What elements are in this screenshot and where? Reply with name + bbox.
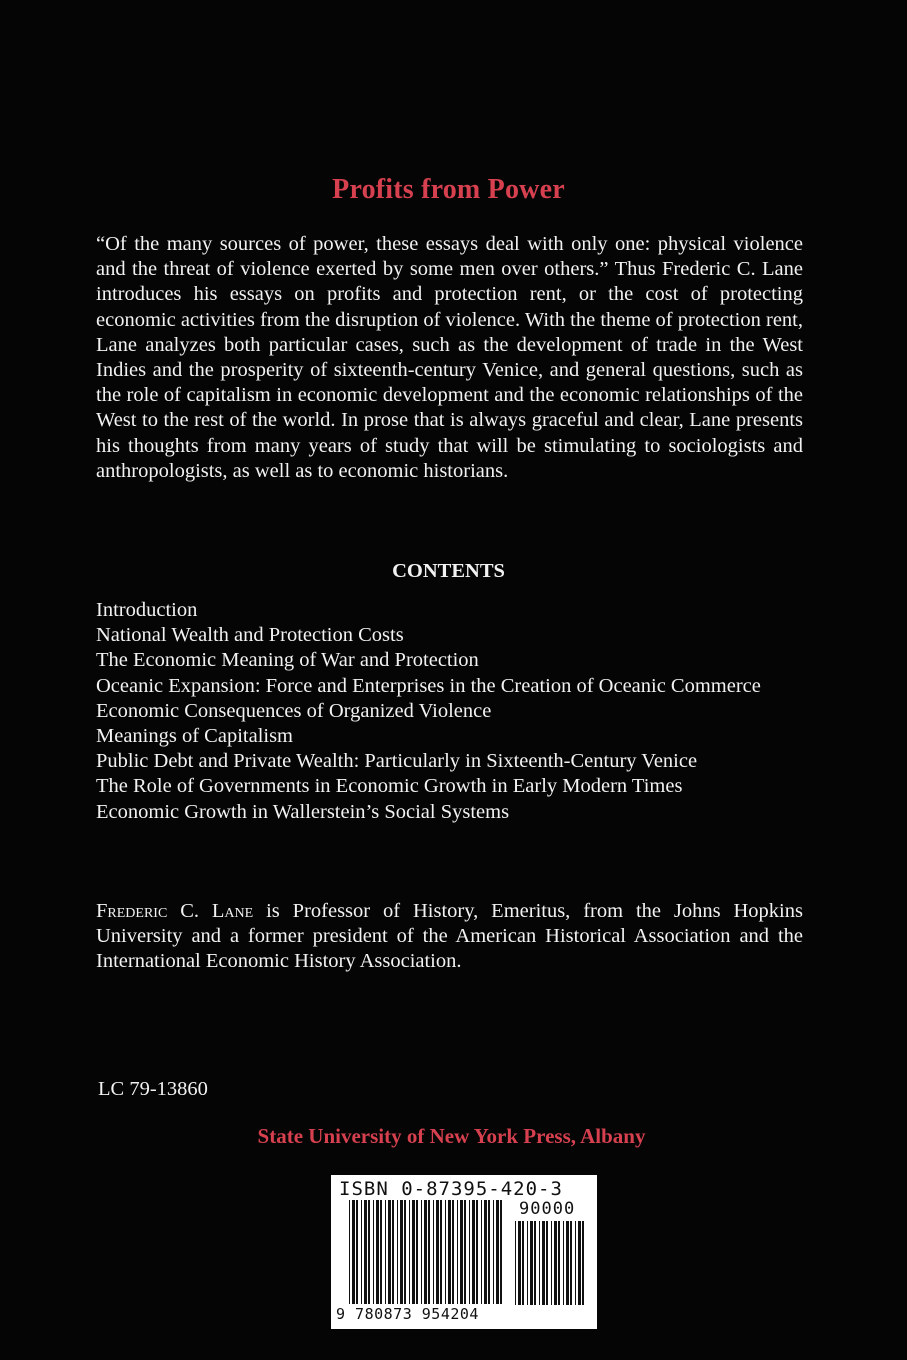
barcode-bar [448,1200,451,1304]
barcode-bar [476,1200,478,1304]
barcode-bar [412,1200,415,1304]
barcode-bar [416,1200,418,1304]
price-code: 90000 [519,1199,576,1219]
barcode-bar [518,1221,521,1305]
barcode-bar [566,1221,569,1305]
toc-item: Oceanic Expansion: Force and Enterprises in the Creation of Oceanic Commerce [96,674,761,697]
barcode-bar [380,1200,382,1304]
lc-number: LC 79-13860 [98,1078,208,1100]
barcode-bar [404,1200,406,1304]
toc-item: The Economic Meaning of War and Protection [96,649,479,672]
barcode-bar [484,1200,487,1304]
barcode-bar [530,1221,533,1305]
barcode-bar [361,1200,362,1304]
barcode-bar [452,1200,454,1304]
isbn-label: ISBN 0-87395-420-3 [339,1178,563,1200]
toc-item: Introduction [96,599,198,621]
barcode-bar [515,1221,516,1305]
toc-item: Meanings of Capitalism [96,725,294,748]
barcode-bar [433,1200,434,1304]
addon-barcode-bars [515,1221,591,1306]
barcode-bar [527,1221,528,1305]
barcode-bar [542,1221,545,1305]
barcode-bar [376,1200,379,1304]
barcode-bar [488,1200,490,1304]
barcode-bar [445,1200,446,1304]
barcode-bar [352,1200,355,1304]
toc-item: Economic Growth in Wallerstein’s Social Systems [96,800,510,823]
barcode-bar [349,1200,350,1304]
barcode-bar [457,1200,458,1304]
barcode-bar [546,1221,548,1305]
barcode-bar [578,1221,581,1305]
barcode-bar [364,1200,367,1304]
barcode-bar [472,1200,475,1304]
barcode-bar [409,1200,410,1304]
toc-item: Public Debt and Private Wealth: Particularly in Sixteenth-Century Venice [96,750,698,773]
contents-heading: CONTENTS [392,560,505,582]
barcode-bar [397,1200,398,1304]
barcode-bar [570,1221,572,1305]
barcode-bar [436,1200,439,1304]
author-name: Frederic C. Lane [96,900,254,922]
isbn-barcode [331,1175,597,1329]
barcode-bar [500,1200,502,1304]
barcode-bar [373,1200,374,1304]
barcode-bar [493,1200,494,1304]
barcode-bar [558,1221,560,1305]
toc-item: National Wealth and Protection Costs [96,624,404,647]
barcode-bar [421,1200,422,1304]
ean-barcode-bars [349,1200,509,1306]
barcode-bar [440,1200,442,1304]
barcode-bar [481,1200,482,1304]
barcode-bar [400,1200,403,1304]
table-of-contents [96,598,803,825]
barcode-bar [575,1221,576,1305]
barcode-bar [392,1200,394,1304]
barcode-bar [385,1200,386,1304]
barcode-bar [551,1221,552,1305]
toc-item: Economic Consequences of Organized Violence [96,699,492,722]
ean-number: 9 780873 954204 [336,1305,479,1323]
barcode-bar [464,1200,466,1304]
book-title: Profits from Power [332,174,565,205]
barcode-bar [368,1200,370,1304]
barcode-bar [539,1221,540,1305]
barcode-bar [424,1200,427,1304]
author-bio-text: is Professor of History, Emeritus, from the Johns Hopkins University and a former president of the American Historical Association and the International Economic History Association. [96,900,803,973]
barcode-bar [388,1200,391,1304]
author-bio [96,899,803,975]
barcode-bar [460,1200,463,1304]
barcode-bar [469,1200,470,1304]
toc-item: The Role of Governments in Economic Growth in Early Modern Times [96,775,683,798]
barcode-bar [534,1221,536,1305]
barcode-bar [522,1221,524,1305]
barcode-bar [428,1200,430,1304]
publisher-name: State University of New York Press, Albany [257,1124,646,1148]
barcode-bar [554,1221,557,1305]
barcode-bar [563,1221,564,1305]
book-description: “Of the many sources of power, these essays deal with only one: physical violence and the threat of violence exerted by some men over others.” Thus Frederic C. Lane introduces his essays on profits and protection rent, or the cost of protecting economic activities from the disruption of violence. With the theme of protection rent, Lane analyzes both particular cases, such as the development of trade in the West Indies and the prosperity of sixteenth-century Venice, and general questions, such as the role of capitalism in economic development and the economic relationships of the West to the rest of the world. In prose that is always graceful and clear, Lane presents his thoughts from many years of study that will be stimulating to sociologists and anthropologists, as well as to economic historians. [96,233,803,482]
barcode-bar [356,1200,358,1304]
barcode-bar [496,1200,499,1304]
barcode-bar [582,1221,584,1305]
